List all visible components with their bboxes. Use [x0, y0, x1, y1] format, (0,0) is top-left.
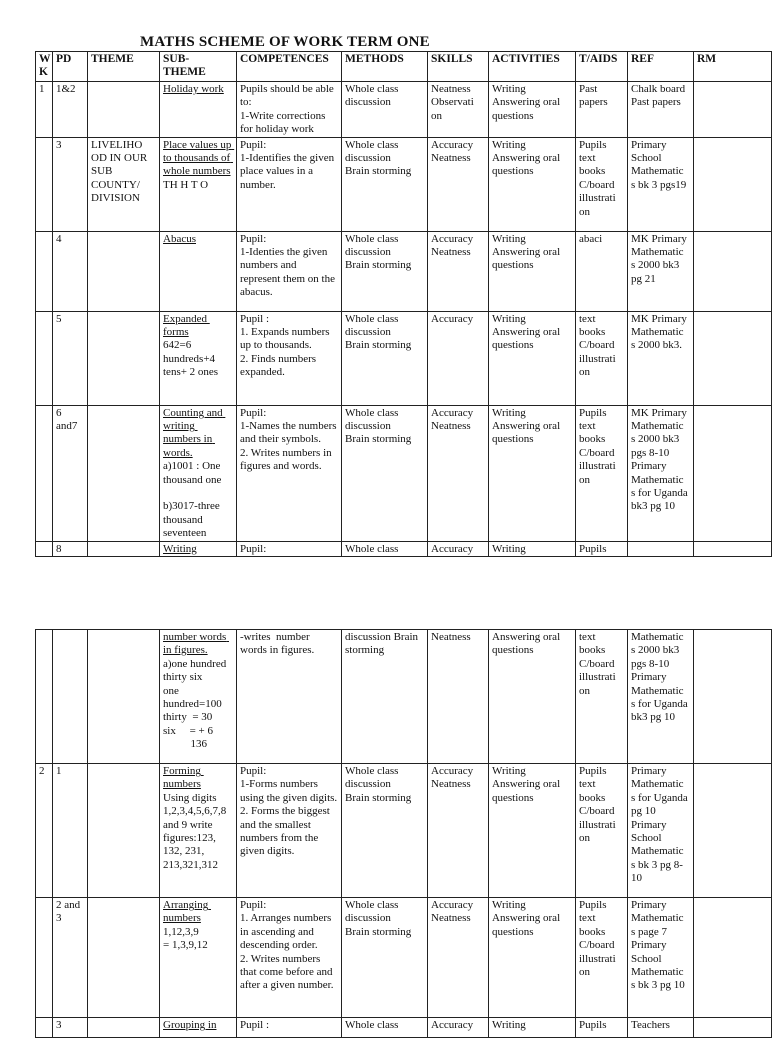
subtheme-text: number words in figures.	[163, 631, 229, 657]
cell-subtheme	[160, 231, 237, 311]
table-row	[36, 630, 772, 764]
header-rm: RM	[694, 52, 772, 82]
cell-theme	[88, 541, 160, 556]
cell-taids	[576, 231, 628, 311]
methods-text: Whole class discussion Brain storming	[345, 406, 412, 446]
header-taids: T/AIDS	[576, 52, 628, 82]
taids-text: Pupils	[579, 542, 607, 555]
table-row	[36, 311, 772, 405]
taids-text: Pupils text books C/board illustrati on	[579, 138, 619, 218]
subtheme-text: Holiday work	[163, 83, 224, 95]
cell-wk	[36, 82, 53, 138]
cell-taids	[576, 541, 628, 556]
activities-text: Writing Answering oral questions	[492, 765, 563, 804]
cell-pd	[53, 82, 88, 138]
cell-taids	[576, 405, 628, 541]
cell-wk	[36, 541, 53, 556]
cell-subtheme	[160, 764, 237, 898]
cell-subtheme	[160, 630, 237, 764]
skills-text: Neatness Observati on	[431, 83, 477, 122]
cell-competences	[237, 630, 342, 764]
skills-text: Accuracy Neatness	[431, 232, 476, 259]
cell-methods	[342, 1018, 428, 1038]
cell-competences	[237, 898, 342, 1018]
cell-theme	[88, 764, 160, 898]
methods-text: Whole class discussion Brain storming	[345, 232, 412, 272]
cell-subtheme	[160, 311, 237, 405]
subtheme-detail-text: a)one hundred thirty six one hundred=100 thirty = 30 six = + 6 136	[163, 657, 227, 751]
skills-text: Accuracy Neatness	[431, 138, 476, 165]
methods-text: Whole class discussion Brain storming	[345, 899, 412, 938]
activities-text: Writing	[492, 1019, 526, 1031]
cell-taids	[576, 82, 628, 138]
cell-wk	[36, 764, 53, 898]
cell-activities	[489, 630, 576, 764]
cell-pd	[53, 137, 88, 231]
pd-text: 3	[56, 138, 62, 151]
subtheme-detail-text: 1,12,3,9 = 1,3,9,12	[163, 925, 208, 952]
cell-ref	[628, 630, 694, 764]
activities-text: Writing Answering oral questions	[492, 232, 563, 272]
cell-competences	[237, 764, 342, 898]
cell-taids	[576, 1018, 628, 1038]
cell-pd	[53, 541, 88, 556]
subtheme-text: Grouping in	[163, 1019, 217, 1031]
competences-text: Pupil : 1. Expands numbers up to thousands. 2. Finds numbers expanded.	[240, 312, 330, 379]
skills-text: Accuracy Neatness	[431, 899, 476, 925]
activities-text: Writing Answering oral questions	[492, 899, 563, 938]
cell-skills	[428, 898, 489, 1018]
taids-text: Past papers	[579, 83, 608, 109]
methods-text: Whole class discussion	[345, 83, 402, 109]
cell-competences	[237, 1018, 342, 1038]
cell-activities	[489, 311, 576, 405]
cell-rm	[694, 137, 772, 231]
cell-rm	[694, 541, 772, 556]
cell-methods	[342, 311, 428, 405]
cell-wk	[36, 231, 53, 311]
cell-activities	[489, 1018, 576, 1038]
cell-theme	[88, 82, 160, 138]
cell-theme	[88, 1018, 160, 1038]
taids-text: Pupils text books C/board illustrati on	[579, 765, 619, 845]
subtheme-text: Abacus	[163, 232, 196, 245]
subtheme-text: Counting and writing numbers in words.	[163, 406, 226, 459]
taids-text: Pupils text books C/board illustrati on	[579, 899, 619, 979]
header-skills: SKILLS	[428, 52, 489, 82]
cell-methods	[342, 898, 428, 1018]
cell-subtheme	[160, 541, 237, 556]
skills-text: Accuracy	[431, 312, 474, 325]
header-row	[36, 52, 772, 82]
methods-text: Whole class	[345, 542, 399, 555]
table-row	[36, 898, 772, 1018]
cell-wk	[36, 405, 53, 541]
pd-text: 1	[56, 765, 62, 777]
cell-skills	[428, 311, 489, 405]
activities-text: Writing Answering oral questions	[492, 312, 563, 352]
taids-text: abaci	[579, 232, 603, 245]
cell-competences	[237, 137, 342, 231]
header-methods: METHODS	[342, 52, 428, 82]
cell-subtheme	[160, 1018, 237, 1038]
pd-text: 4	[56, 232, 62, 245]
cell-taids	[576, 137, 628, 231]
competences-text: Pupil :	[240, 1019, 270, 1031]
competences-text: Pupil: 1-Names the numbers and their symbols. 2. Writes numbers in figures and words.	[240, 406, 337, 473]
methods-text: Whole class discussion Brain storming	[345, 138, 412, 178]
skills-text: Accuracy Neatness	[431, 765, 476, 791]
competences-text: Pupils should be able to: 1-Write corrections for holiday work	[240, 83, 334, 136]
cell-subtheme	[160, 137, 237, 231]
pd-text: 6 and7	[56, 406, 78, 433]
ref-text: Teachers	[631, 1019, 670, 1031]
cell-activities	[489, 82, 576, 138]
cell-wk	[36, 311, 53, 405]
ref-text: MK Primary Mathematic s 2000 bk3.	[631, 312, 690, 352]
cell-methods	[342, 541, 428, 556]
taids-text: text books C/board illustrati on	[579, 631, 619, 697]
cell-theme	[88, 405, 160, 541]
activities-text: Writing Answering oral questions	[492, 406, 563, 446]
cell-activities	[489, 137, 576, 231]
cell-theme	[88, 898, 160, 1018]
competences-text: Pupil:	[240, 542, 267, 555]
cell-activities	[489, 231, 576, 311]
ref-text: MK Primary Mathematic s 2000 bk3 pg 21	[631, 232, 690, 285]
cell-competences	[237, 405, 342, 541]
activities-text: Answering oral questions	[492, 631, 563, 657]
skills-text: Neatness	[431, 631, 471, 643]
cell-pd	[53, 231, 88, 311]
methods-text: Whole class	[345, 1019, 399, 1031]
page-title: MATHS SCHEME OF WORK TERM ONE	[140, 34, 430, 50]
cell-competences	[237, 231, 342, 311]
cell-pd	[53, 311, 88, 405]
cell-skills	[428, 231, 489, 311]
cell-subtheme	[160, 82, 237, 138]
cell-methods	[342, 137, 428, 231]
pd-text: 2 and 3	[56, 899, 83, 925]
methods-text: Whole class discussion Brain storming	[345, 312, 412, 352]
cell-subtheme	[160, 405, 237, 541]
cell-competences	[237, 82, 342, 138]
header-ref: REF	[628, 52, 694, 82]
subtheme-detail-text: a)1001 : One thousand one b)3017-three thousand seventeen	[163, 460, 222, 540]
pd-text: 8	[56, 542, 62, 555]
cell-rm	[694, 311, 772, 405]
cell-methods	[342, 405, 428, 541]
cell-wk	[36, 898, 53, 1018]
cell-taids	[576, 311, 628, 405]
cell-theme	[88, 630, 160, 764]
header-activities: ACTIVITIES	[489, 52, 576, 82]
cell-pd	[53, 630, 88, 764]
cell-ref	[628, 541, 694, 556]
subtheme-text: Writing	[163, 542, 197, 555]
theme-text: LIVELIHO OD IN OUR SUB COUNTY/ DIVISION	[91, 138, 150, 205]
table-row	[36, 405, 772, 541]
cell-rm	[694, 405, 772, 541]
cell-theme	[88, 231, 160, 311]
subtheme-detail-text: 642=6 hundreds+4 tens+ 2 ones	[163, 339, 219, 379]
cell-ref	[628, 311, 694, 405]
cell-activities	[489, 405, 576, 541]
cell-competences	[237, 541, 342, 556]
pd-text: 1&2	[56, 83, 76, 95]
competences-text: -writes number words in figures.	[240, 631, 315, 657]
cell-activities	[489, 541, 576, 556]
cell-competences	[237, 311, 342, 405]
header-wk: W K	[36, 52, 53, 82]
cell-methods	[342, 231, 428, 311]
cell-taids	[576, 898, 628, 1018]
cell-methods	[342, 82, 428, 138]
skills-text: Accuracy	[431, 542, 474, 555]
activities-text: Writing Answering oral questions	[492, 138, 563, 178]
cell-rm	[694, 1018, 772, 1038]
cell-methods	[342, 630, 428, 764]
cell-pd	[53, 764, 88, 898]
cell-ref	[628, 137, 694, 231]
cell-theme	[88, 311, 160, 405]
cell-activities	[489, 898, 576, 1018]
competences-text: Pupil: 1. Arranges numbers in ascending and descending order. 2. Writes numbers that come before and after a given number.	[240, 899, 334, 992]
cell-ref	[628, 231, 694, 311]
cell-skills	[428, 541, 489, 556]
cell-subtheme	[160, 898, 237, 1018]
ref-text: Primary Mathematic s page 7 Primary School Mathematic s bk 3 pg 10	[631, 899, 687, 992]
header-competences: COMPETENCES	[237, 52, 342, 82]
cell-ref	[628, 405, 694, 541]
competences-text: Pupil: 1-Identifies the given place values in a number.	[240, 138, 335, 191]
cell-activities	[489, 764, 576, 898]
table-row	[36, 764, 772, 898]
cell-skills	[428, 405, 489, 541]
ref-text: Mathematic s 2000 bk3 pgs 8-10 Primary Mathematic s for Uganda bk3 pg 10	[631, 631, 691, 724]
cell-ref	[628, 82, 694, 138]
cell-taids	[576, 764, 628, 898]
cell-wk	[36, 137, 53, 231]
cell-wk	[36, 1018, 53, 1038]
cell-pd	[53, 898, 88, 1018]
subtheme-text: Expanded forms	[163, 312, 210, 339]
table-row	[36, 541, 772, 556]
cell-taids	[576, 630, 628, 764]
taids-text: Pupils	[579, 1019, 607, 1031]
cell-ref	[628, 1018, 694, 1038]
subtheme-detail-text: TH H T O	[163, 178, 209, 191]
competences-text: Pupil: 1-Identies the given numbers and represent them on the abacus.	[240, 232, 335, 299]
header-subtheme: SUB- THEME	[160, 52, 237, 82]
scheme-table-bottom	[35, 629, 772, 1038]
cell-skills	[428, 137, 489, 231]
ref-text: MK Primary Mathematic s 2000 bk3 pgs 8-10 Primary Mathematic s for Uganda bk3 pg 10	[631, 406, 691, 513]
activities-text: Writing	[492, 542, 526, 555]
ref-text: Chalk board Past papers	[631, 83, 686, 109]
cell-rm	[694, 231, 772, 311]
wk-text: 2	[39, 765, 45, 777]
subtheme-detail-text: Using digits 1,2,3,4,5,6,7,8 and 9 write figures:123, 132, 231, 213,321,312	[163, 791, 229, 871]
table-row	[36, 82, 772, 138]
skills-text: Accuracy	[431, 1019, 474, 1031]
scheme-table-top	[35, 51, 772, 557]
ref-text: Primary Mathematic s for Uganda pg 10 Primary School Mathematic s bk 3 pg 8-10	[631, 765, 691, 885]
cell-rm	[694, 630, 772, 764]
cell-pd	[53, 405, 88, 541]
subtheme-text: Forming numbers	[163, 765, 204, 791]
header-theme: THEME	[88, 52, 160, 82]
wk-text: 1	[39, 83, 45, 95]
competences-text: Pupil: 1-Forms numbers using the given digits. 2. Forms the biggest and the smallest numbers from the given digits.	[240, 765, 338, 858]
ref-text: Primary School Mathematic s bk 3 pgs19	[631, 138, 687, 191]
cell-wk	[36, 630, 53, 764]
cell-rm	[694, 82, 772, 138]
cell-ref	[628, 764, 694, 898]
methods-text: Whole class discussion Brain storming	[345, 765, 412, 804]
taids-text: text books C/board illustrati on	[579, 312, 619, 379]
cell-rm	[694, 898, 772, 1018]
header-pd: PD	[53, 52, 88, 82]
skills-text: Accuracy Neatness	[431, 406, 476, 433]
pd-text: 5	[56, 312, 62, 325]
cell-theme	[88, 137, 160, 231]
cell-rm	[694, 764, 772, 898]
cell-ref	[628, 898, 694, 1018]
cell-skills	[428, 82, 489, 138]
subtheme-text: Arranging numbers	[163, 899, 211, 925]
cell-skills	[428, 1018, 489, 1038]
table-row	[36, 137, 772, 231]
cell-pd	[53, 1018, 88, 1038]
activities-text: Writing Answering oral questions	[492, 83, 563, 122]
cell-skills	[428, 630, 489, 764]
table-row	[36, 231, 772, 311]
pd-text: 3	[56, 1019, 62, 1031]
cell-methods	[342, 764, 428, 898]
methods-text: discussion Brain storming	[345, 631, 421, 657]
cell-skills	[428, 764, 489, 898]
taids-text: Pupils text books C/board illustrati on	[579, 406, 619, 486]
table-row	[36, 1018, 772, 1038]
subtheme-text: Place values up to thousands of whole numbers	[163, 138, 235, 178]
